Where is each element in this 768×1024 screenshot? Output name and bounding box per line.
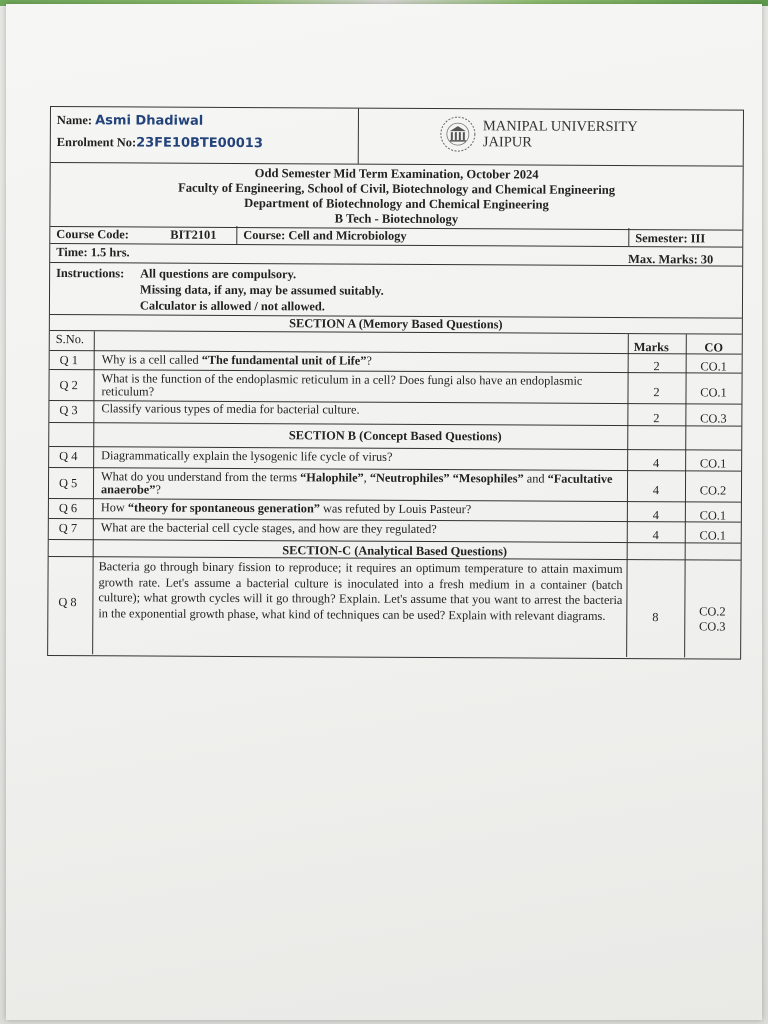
question-row — [49, 370, 741, 405]
question-row — [48, 557, 740, 658]
question-number: Q 7 — [58, 521, 78, 536]
name-value: Asmi Dhadiwal — [95, 113, 204, 129]
name-label: Name: — [56, 113, 93, 128]
university-name — [483, 118, 638, 151]
university-line2: JAIPUR — [482, 134, 533, 151]
question-text: What is the function of the endoplasmic reticulum in a cell? Does fungi also have an endoplasmic reticulum? — [101, 371, 583, 399]
question-text: Bacteria go through binary fission to reproduce; it requires an optimum temperature to attain maximum growth rate. Let's assume a bacterial culture is inoculated into a fresh medium in a container (batch culture); what growth cycles will it go through? Explain. Let's assume that you want to arrest the bacteria in the exponential growth phase, what kind of techniques can be used? Explain with relevant diagrams. — [98, 559, 623, 623]
section-c-heading: SECTION-C (Analytical Based Questions) — [49, 540, 741, 561]
question-marks: 4 — [652, 528, 659, 543]
question-co: CO.3 — [700, 411, 727, 426]
question-text-part: was refuted by Louis Pasteur? — [319, 501, 472, 517]
university-logo-icon — [439, 115, 477, 153]
question-number: Q 1 — [59, 353, 78, 368]
course-divider — [236, 226, 237, 244]
question-text-bold: “Neutrophiles” — [369, 470, 450, 486]
question-text-part: and — [523, 471, 548, 486]
question-text: What are the bacterial cell cycle stages, and how are they regulated? — [100, 520, 437, 537]
question-marks: 2 — [653, 385, 660, 400]
question-marks: 2 — [653, 411, 660, 426]
question-co: CO.1 — [699, 456, 727, 471]
question-co: CO.1 — [699, 528, 727, 543]
section-a-heading: SECTION A (Memory Based Questions) — [50, 315, 742, 335]
question-co: CO.1 — [700, 359, 727, 374]
question-text-bold: “theory for spontaneous generation” — [127, 500, 321, 516]
question-row — [49, 468, 741, 503]
question-co: CO.2 — [699, 483, 727, 498]
header-divider — [358, 109, 359, 164]
enrolment-value: 23FE10BTE00013 — [136, 135, 263, 152]
exam-info — [50, 163, 742, 231]
question-text — [101, 470, 623, 499]
col-co: CO — [704, 340, 724, 355]
question-text: Diagrammatically explain the lysogenic life cycle of virus? — [101, 448, 393, 464]
question-number: Q 3 — [59, 403, 78, 418]
semester: Semester: III — [635, 231, 706, 246]
instructions-line1: All questions are compulsory. — [140, 266, 297, 282]
question-number: Q 6 — [58, 501, 78, 516]
course-code-value: BIT2101 — [170, 227, 217, 242]
exam-time: Time: 1.5 hrs. — [56, 245, 130, 260]
question-text-bold: “Facultative anaerobe” — [100, 471, 613, 497]
course-code-label: Course Code: — [56, 227, 129, 242]
question-number: Q 8 — [58, 595, 77, 610]
question-number: Q 2 — [59, 378, 78, 393]
enrolment-label: Enrolment No: — [56, 135, 137, 150]
instructions-label: Instructions: — [56, 266, 125, 281]
question-text-bold: “The fundamental unit of Life” — [201, 352, 367, 368]
question-co — [684, 604, 740, 634]
question-text-part: ? — [155, 482, 161, 497]
question-marks: 4 — [652, 456, 660, 471]
col-sno: S.No. — [55, 332, 85, 347]
question-text-part: , — [363, 470, 370, 485]
question-text-part: Why is a cell called — [101, 352, 202, 367]
question-text — [102, 353, 372, 367]
university-line1: MANIPAL UNIVERSITY — [482, 118, 638, 136]
instructions-line3: Calculator is allowed / not allowed. — [139, 298, 325, 314]
question-text — [101, 501, 471, 516]
question-text: Classify various types of media for bacterial culture. — [101, 401, 360, 417]
question-number: Q 4 — [59, 449, 78, 464]
exam-paper — [47, 106, 744, 660]
exam-line3: Department of Biotechnology and Chemical Engineering — [244, 196, 549, 212]
question-co: CO.1 — [700, 385, 727, 400]
course-name: Course: Cell and Microbiology — [243, 228, 407, 243]
exam-line1: Odd Semester Mid Term Examination, October 2024 — [254, 166, 539, 182]
max-marks: Max. Marks: 30 — [628, 252, 714, 267]
instructions — [50, 263, 742, 319]
question-marks: 4 — [652, 483, 660, 498]
exam-line4: B Tech - Biotechnology — [334, 211, 459, 227]
question-marks: 8 — [652, 610, 659, 625]
col-marks: Marks — [633, 340, 669, 355]
instructions-line2: Missing data, if any, may be assumed suitably. — [140, 282, 384, 298]
header-row — [51, 107, 743, 167]
question-co-line: CO.2 — [699, 604, 726, 619]
question-text-part: What do you understand from the terms — [101, 469, 301, 485]
enrolment-line — [57, 135, 263, 151]
name-line — [57, 113, 203, 129]
question-marks: 2 — [653, 359, 660, 374]
question-co-line: CO.3 — [698, 619, 726, 634]
question-number: Q 5 — [58, 476, 78, 491]
section-b-heading: SECTION B (Concept Based Questions) — [49, 423, 741, 451]
question-co: CO.1 — [699, 508, 727, 523]
question-marks: 4 — [652, 508, 659, 523]
exam-line2: Faculty of Engineering, School of Civil, Biotechnology and Chemical Engineering — [178, 180, 616, 197]
question-text-part: ? — [366, 353, 372, 368]
question-text-bold: “Halophile” — [300, 470, 364, 485]
question-text-bold: “Mesophiles” — [452, 471, 524, 486]
semester-divider — [628, 228, 629, 246]
question-text-part: How — [100, 500, 128, 515]
